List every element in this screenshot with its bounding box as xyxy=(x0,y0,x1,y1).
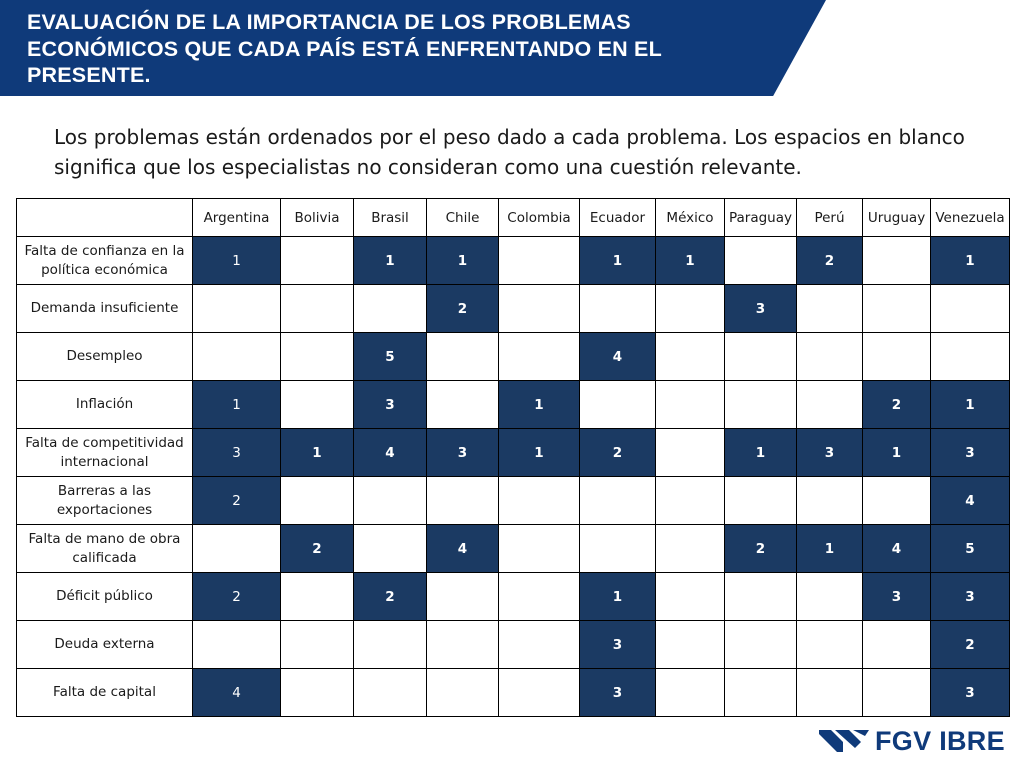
row-label: Desempleo xyxy=(17,333,193,381)
slide-title: EVALUACIÓN DE LA IMPORTANCIA DE LOS PROBLEMAS ECONÓMICOS QUE CADA PAÍS ESTÁ ENFRENTANDO EN EL PRESENTE. xyxy=(27,10,662,87)
table-cell xyxy=(281,333,354,381)
table-cell xyxy=(193,525,281,573)
table-cell xyxy=(281,285,354,333)
table-cell xyxy=(580,525,656,573)
table-cell: 4 xyxy=(354,429,427,477)
logo-text: FGV IBRE xyxy=(875,726,1005,756)
table-cell xyxy=(193,285,281,333)
row-label: Falta de confianza en la política económica xyxy=(17,237,193,285)
column-header-bolivia: Bolivia xyxy=(281,199,354,237)
table-cell xyxy=(656,477,725,525)
table-cell: 2 xyxy=(863,381,931,429)
table-cell: 2 xyxy=(281,525,354,573)
table-cell xyxy=(427,573,499,621)
table-cell xyxy=(797,669,863,717)
table-cell xyxy=(797,381,863,429)
table-cell xyxy=(499,285,580,333)
table-cell: 2 xyxy=(193,477,281,525)
table-cell xyxy=(427,621,499,669)
table-cell: 3 xyxy=(354,381,427,429)
table-cell xyxy=(354,621,427,669)
table-cell: 4 xyxy=(863,525,931,573)
table-cell: 3 xyxy=(580,669,656,717)
table-cell xyxy=(797,333,863,381)
table-cell xyxy=(863,333,931,381)
table-cell xyxy=(499,237,580,285)
column-header-chile: Chile xyxy=(427,199,499,237)
table-cell xyxy=(797,285,863,333)
table-cell xyxy=(580,285,656,333)
table-cell: 5 xyxy=(354,333,427,381)
table-cell xyxy=(499,525,580,573)
table-cell: 1 xyxy=(725,429,797,477)
table-cell xyxy=(427,381,499,429)
table-cell: 4 xyxy=(580,333,656,381)
table-cell: 2 xyxy=(931,621,1010,669)
table-cell xyxy=(427,477,499,525)
column-header-ecuador: Ecuador xyxy=(580,199,656,237)
table-cell: 1 xyxy=(863,429,931,477)
table-cell xyxy=(656,429,725,477)
table-cell: 3 xyxy=(725,285,797,333)
table-row xyxy=(17,525,1010,573)
row-label: Demanda insuficiente xyxy=(17,285,193,333)
table-cell: 3 xyxy=(931,669,1010,717)
table-cell xyxy=(580,381,656,429)
table-cell: 1 xyxy=(499,381,580,429)
table-cell xyxy=(725,621,797,669)
table-cell: 1 xyxy=(931,381,1010,429)
row-label: Inflación xyxy=(17,381,193,429)
table-cell xyxy=(931,285,1010,333)
table-cell xyxy=(499,333,580,381)
table-cell xyxy=(725,669,797,717)
row-label: Deuda externa xyxy=(17,621,193,669)
table-cell xyxy=(656,669,725,717)
column-header-peru: Perú xyxy=(797,199,863,237)
table-cell xyxy=(797,573,863,621)
column-header-paraguay: Paraguay xyxy=(725,199,797,237)
fgv-chevron-logo-icon xyxy=(819,730,871,752)
table-cell: 3 xyxy=(193,429,281,477)
table-cell xyxy=(656,381,725,429)
table-row xyxy=(17,621,1010,669)
table-cell xyxy=(863,285,931,333)
table-cell xyxy=(725,381,797,429)
table-cell: 1 xyxy=(931,237,1010,285)
column-header-venezuela: Venezuela xyxy=(931,199,1010,237)
row-label: Barreras a las exportaciones xyxy=(17,477,193,525)
table-cell xyxy=(281,477,354,525)
table-row xyxy=(17,669,1010,717)
table-cell: 1 xyxy=(427,237,499,285)
table-cell xyxy=(863,477,931,525)
table-cell xyxy=(281,573,354,621)
table-cell: 2 xyxy=(580,429,656,477)
table-body xyxy=(17,237,1010,717)
table-cell: 3 xyxy=(427,429,499,477)
table-cell: 2 xyxy=(797,237,863,285)
table-cell xyxy=(656,621,725,669)
table-cell: 4 xyxy=(427,525,499,573)
table-row xyxy=(17,381,1010,429)
table-cell xyxy=(863,237,931,285)
table-cell: 3 xyxy=(931,573,1010,621)
table-cell xyxy=(863,621,931,669)
table-cell xyxy=(281,381,354,429)
table-cell: 4 xyxy=(193,669,281,717)
table-cell: 1 xyxy=(580,237,656,285)
table-cell xyxy=(499,477,580,525)
table-cell: 3 xyxy=(931,429,1010,477)
column-header-argentina: Argentina xyxy=(193,199,281,237)
table-cell: 1 xyxy=(499,429,580,477)
table-cell: 1 xyxy=(281,429,354,477)
table-cell xyxy=(499,669,580,717)
table-row xyxy=(17,429,1010,477)
table-cell xyxy=(863,669,931,717)
table-cell xyxy=(656,525,725,573)
table-cell: 1 xyxy=(193,381,281,429)
table-cell xyxy=(427,669,499,717)
table-cell xyxy=(580,477,656,525)
table-header-row xyxy=(17,199,1010,237)
table-cell: 1 xyxy=(797,525,863,573)
table-cell: 1 xyxy=(580,573,656,621)
table-cell xyxy=(354,477,427,525)
row-label: Déficit público xyxy=(17,573,193,621)
table-cell xyxy=(797,621,863,669)
table-cell: 1 xyxy=(354,237,427,285)
problems-table xyxy=(16,198,1010,717)
table-row xyxy=(17,333,1010,381)
table-cell xyxy=(797,477,863,525)
slide-subtitle: Los problemas están ordenados por el peso dado a cada problema. Los espacios en blanco significa que los especialistas no consideran como una cuestión relevante. xyxy=(54,125,965,179)
table-cell xyxy=(499,573,580,621)
column-header-mexico: México xyxy=(656,199,725,237)
table-cell xyxy=(354,669,427,717)
table-cell: 2 xyxy=(725,525,797,573)
fgv-ibre-logo xyxy=(819,728,1015,756)
table-cell xyxy=(281,237,354,285)
table-cell: 4 xyxy=(931,477,1010,525)
table-cell: 5 xyxy=(931,525,1010,573)
table-cell: 3 xyxy=(580,621,656,669)
table-row xyxy=(17,477,1010,525)
table-cell xyxy=(427,333,499,381)
table-cell xyxy=(656,285,725,333)
column-header-brasil: Brasil xyxy=(354,199,427,237)
table-cell xyxy=(656,333,725,381)
table-cell xyxy=(193,621,281,669)
row-label: Falta de mano de obra calificada xyxy=(17,525,193,573)
table-cell: 3 xyxy=(797,429,863,477)
table-cell: 2 xyxy=(427,285,499,333)
table-cell xyxy=(725,333,797,381)
table-cell: 1 xyxy=(193,237,281,285)
table-cell: 2 xyxy=(354,573,427,621)
table-cell: 3 xyxy=(863,573,931,621)
table-row xyxy=(17,573,1010,621)
row-label: Falta de competitividad internacional xyxy=(17,429,193,477)
table-cell xyxy=(725,237,797,285)
row-label: Falta de capital xyxy=(17,669,193,717)
table-cell: 2 xyxy=(193,573,281,621)
table-cell xyxy=(656,573,725,621)
table-cell xyxy=(281,621,354,669)
table-cell: 1 xyxy=(656,237,725,285)
table-corner-cell xyxy=(17,199,193,237)
table-cell xyxy=(725,477,797,525)
table-row xyxy=(17,285,1010,333)
table-cell xyxy=(281,669,354,717)
table-cell xyxy=(725,573,797,621)
column-header-uruguay: Uruguay xyxy=(863,199,931,237)
table-row xyxy=(17,237,1010,285)
table-cell xyxy=(354,525,427,573)
table-cell xyxy=(499,621,580,669)
column-header-colombia: Colombia xyxy=(499,199,580,237)
table-cell xyxy=(354,285,427,333)
table-cell xyxy=(931,333,1010,381)
table-cell xyxy=(193,333,281,381)
